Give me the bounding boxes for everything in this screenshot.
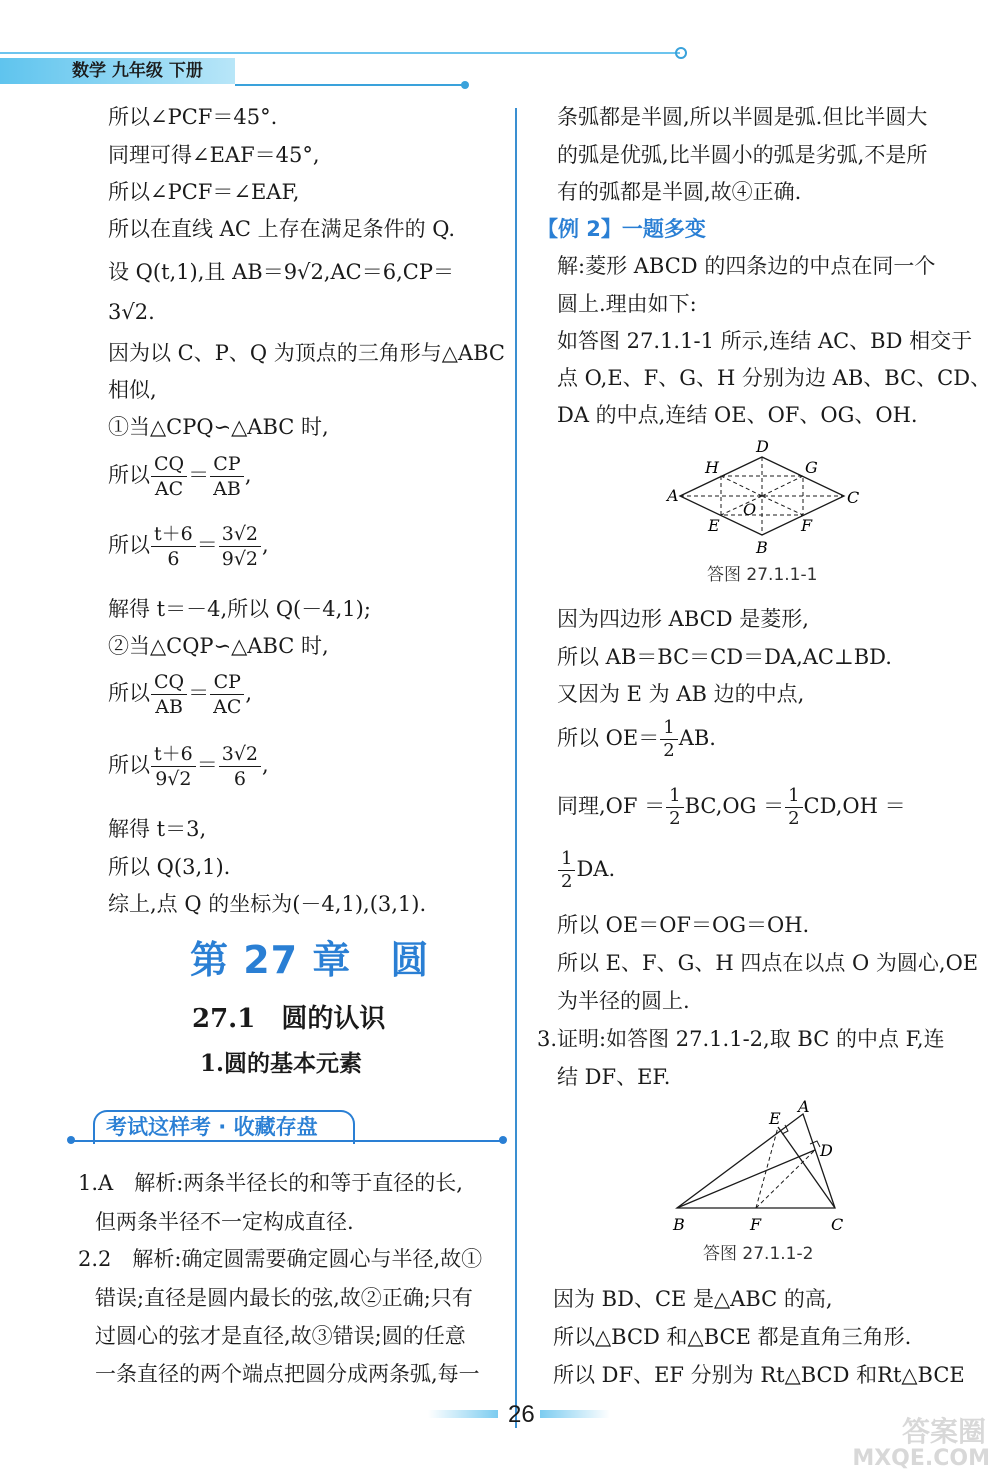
text-line: 解得 t＝－4,所以 Q(－4,1);: [108, 597, 371, 621]
point-label: G: [805, 458, 818, 477]
text-line: 所以∠PCF＝∠EAF,: [108, 180, 300, 204]
point-label: F: [750, 1215, 762, 1234]
section-title: 27.1 圆的认识: [192, 1004, 386, 1034]
equation: 所以 OE＝ $\frac{1}{2}$ AB.: [557, 717, 716, 761]
answer-line: 过圆心的弦才是直径,故③错误;圆的任意: [95, 1324, 466, 1348]
header-rule-bottom: [235, 84, 465, 86]
page-number: 26: [508, 1401, 535, 1428]
header-label: 数学 九年级 下册: [72, 61, 203, 81]
point-label: E: [769, 1109, 781, 1128]
text-line: 同理可得∠EAF＝45°,: [108, 143, 320, 167]
banner-dot-icon: [498, 1135, 508, 1145]
answer-line: 1.A 解析:两条半径长的和等于直径的长,: [78, 1171, 463, 1195]
rhombus-figure: [665, 435, 865, 560]
text-line: 结 DF、EF.: [557, 1065, 671, 1089]
text-line: 如答图 27.1.1-1 所示,连结 AC、BD 相交于: [557, 329, 973, 353]
point-label: E: [708, 516, 720, 535]
triangle-figure: [665, 1098, 855, 1238]
page-number-bar-left: [428, 1410, 498, 1418]
text-line: 所以 DF、EF 分别为 Rt△BCD 和Rt△BCE: [553, 1363, 965, 1387]
text-line: 所以∠PCF＝45°.: [108, 105, 278, 129]
text-line: 解得 t＝3,: [108, 817, 207, 841]
point-label: C: [847, 488, 860, 507]
text-line: ②当△CQP∽△ABC 时,: [108, 634, 329, 658]
text-line: 又因为 E 为 AB 边的中点,: [557, 682, 805, 706]
point-label: F: [801, 516, 813, 535]
point-label: B: [756, 538, 768, 557]
text-line: 设 Q(t,1),且 AB＝9√2,AC＝6,CP＝: [108, 260, 454, 284]
watermark-logo: 答案圈: [901, 1415, 986, 1448]
point-label: H: [705, 458, 719, 477]
point-label: D: [756, 437, 769, 456]
figure-caption: 答图 27.1.1-2: [703, 1244, 814, 1264]
text-line: 所以 Q(3,1).: [108, 855, 231, 879]
text-line: 因为 BD、CE 是△ABC 的高,: [553, 1287, 833, 1311]
header-dot-icon: [460, 80, 470, 90]
text-line: 有的弧都是半圆,故④正确.: [557, 180, 802, 204]
text-line: 条弧都是半圆,所以半圆是弧.但比半圆大: [557, 105, 928, 129]
text-line: 所以△BCD 和△BCE 都是直角三角形.: [553, 1325, 912, 1349]
text-line: 为半径的圆上.: [557, 989, 690, 1013]
figure-caption: 答图 27.1.1-1: [707, 565, 818, 585]
subsection-title: 1.圆的基本元素: [200, 1050, 363, 1077]
text-line: 所以 OE＝OF＝OG＝OH.: [557, 913, 810, 937]
example-tag: 【例 2】一题多变: [537, 217, 706, 241]
equation: 所以 $\frac{t+6}{6}$ ＝ $\frac{3√2}{9√2}$ ,: [108, 523, 269, 570]
point-label: O: [743, 500, 757, 519]
answer-line: 一条直径的两个端点把圆分成两条弧,每一: [95, 1362, 480, 1386]
text-line: ①当△CPQ∽△ABC 时,: [108, 415, 329, 439]
point-label: A: [667, 486, 679, 505]
text-line: 点 O,E、F、G、H 分别为边 AB、BC、CD、: [557, 366, 992, 390]
column-divider: [515, 108, 517, 1428]
text-line: 因为以 C、P、Q 为顶点的三角形与△ABC: [108, 341, 505, 365]
chapter-title: 第 27 章 圆: [190, 938, 430, 982]
banner-label: 考试这样考 · 收藏存盘: [106, 1115, 318, 1139]
text-line: 综上,点 Q 的坐标为(－4,1),(3,1).: [108, 892, 427, 916]
text-line: 3.证明:如答图 27.1.1-2,取 BC 的中点 F,连: [537, 1027, 945, 1051]
watermark-url: MXQE.COM: [852, 1446, 990, 1471]
banner-dot-icon: [66, 1135, 76, 1145]
point-label: D: [820, 1141, 833, 1160]
equation: $\frac{1}{2}$ DA.: [557, 848, 615, 893]
answer-line: 2.2 解析:确定圆需要确定圆心与半径,故①: [78, 1247, 483, 1271]
text-line: 所以 E、F、G、H 四点在以点 O 为圆心,OE: [557, 951, 979, 975]
text-line: 所以在直线 AC 上存在满足条件的 Q.: [108, 217, 456, 241]
text-line: 因为四边形 ABCD 是菱形,: [557, 607, 809, 631]
answer-line: 但两条半径不一定构成直径.: [95, 1210, 354, 1234]
point-label: B: [673, 1215, 685, 1234]
banner-rule: [72, 1140, 504, 1142]
text-line: 3√2.: [108, 300, 155, 324]
point-label: A: [798, 1098, 810, 1116]
text-line: 解:菱形 ABCD 的四条边的中点在同一个: [557, 254, 936, 278]
equation: 所以 $\frac{CQ}{AC}$ ＝ $\frac{CP}{AB}$ ,: [108, 453, 252, 500]
text-line: 的弧是优弧,比半圆小的弧是劣弧,不是所: [557, 143, 928, 167]
answer-line: 错误;直径是圆内最长的弦,故②正确;只有: [95, 1286, 473, 1310]
text-line: DA 的中点,连结 OE、OF、OG、OH.: [557, 403, 918, 427]
point-label: C: [831, 1215, 844, 1234]
header-rule-top: [0, 52, 680, 54]
equation: 同理,OF ＝ $\frac{1}{2}$ BC,OG ＝ $\frac{1}{2}$ CD,OH ＝: [557, 785, 906, 829]
text-line: 圆上.理由如下:: [557, 292, 697, 316]
page-number-bar-right: [540, 1410, 610, 1418]
equation: 所以 $\frac{CQ}{AB}$ ＝ $\frac{CP}{AC}$ ,: [108, 671, 253, 718]
equation: 所以 $\frac{t+6}{9√2}$ ＝ $\frac{3√2}{6}$ ,: [108, 743, 269, 790]
header-dot-icon: [674, 46, 688, 60]
text-line: 所以 AB＝BC＝CD＝DA,AC⊥BD.: [557, 645, 892, 669]
text-line: 相似,: [108, 378, 157, 402]
